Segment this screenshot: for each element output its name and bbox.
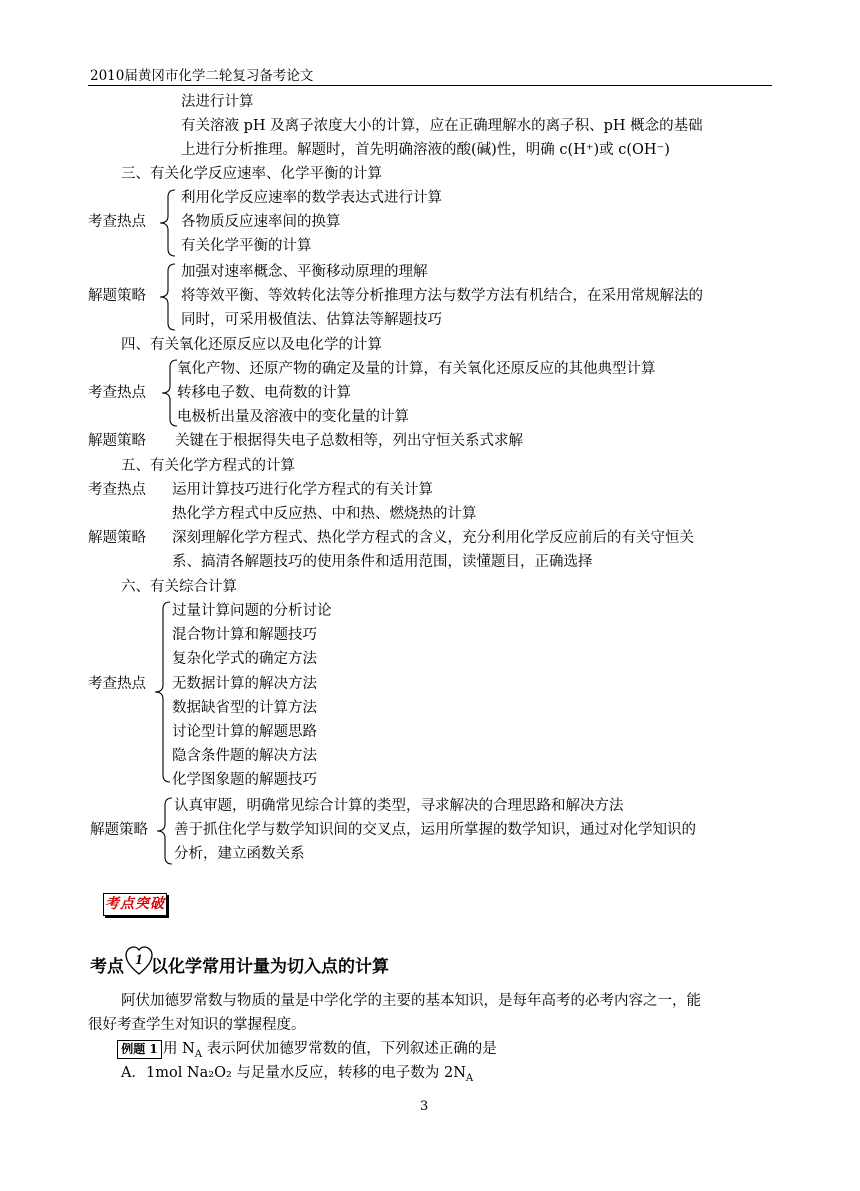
brace-icon <box>152 600 172 784</box>
badge-label: 考点突破 <box>105 896 165 912</box>
intro-line-2: 有关溶液 pH 及离子浓度大小的计算，应在正确理解水的离子积、pH 概念的基础 <box>181 118 703 134</box>
section3-strategy-item: 加强对速率概念、平衡移动原理的理解 <box>181 264 428 280</box>
option-a <box>121 1063 473 1089</box>
section3-strategy-item: 同时，可采用极值法、估算法等解题技巧 <box>181 312 442 328</box>
brace-icon <box>154 796 174 866</box>
kaodian-title: 以化学常用计量为切入点的计算 <box>151 957 389 977</box>
section6-hot-item: 隐含条件题的解决方法 <box>172 748 317 764</box>
section4-hot-item: 电极析出量及溶液中的变化量的计算 <box>177 409 409 425</box>
section5-strategy-line: 深刻理解化学方程式、热化学方程式的含义，充分利用化学反应前后的有关守恒关 <box>172 530 694 546</box>
section5-hot-label: 考查热点 <box>88 482 146 498</box>
kaodian-paragraph-line: 阿伏加德罗常数与物质的量是中学化学的主要的基本知识，是每年高考的必考内容之一，能 <box>121 993 701 1009</box>
section5-heading: 五、有关化学方程式的计算 <box>121 458 295 474</box>
section6-strategy-item: 善于抓住化学与数学知识间的交叉点，运用所掌握的数学知识，通过对化学知识的 <box>174 822 696 838</box>
header-rule <box>88 85 772 86</box>
kaodian-paragraph-line: 很好考查学生对知识的掌握程度。 <box>88 1017 306 1033</box>
section6-strategy-item: 认真审题，明确常见综合计算的类型，寻求解决的合理思路和解决方法 <box>174 798 624 814</box>
example-question-pre: 用 N <box>163 1041 195 1057</box>
example-question-post: 表示阿伏加德罗常数的值，下列叙述正确的是 <box>202 1041 497 1057</box>
intro-line-1: 法进行计算 <box>181 94 254 110</box>
section3-heading: 三、有关化学反应速率、化学平衡的计算 <box>121 166 382 182</box>
section5-hot-item: 热化学方程式中反应热、中和热、燃烧热的计算 <box>172 506 477 522</box>
page-number: 3 <box>420 1099 429 1114</box>
section6-hot-label: 考查热点 <box>88 676 146 692</box>
section3-hot-item: 各物质反应速率间的换算 <box>181 214 341 230</box>
section3-hot-item: 利用化学反应速率的数学表达式进行计算 <box>181 190 442 206</box>
section3-strategy-label: 解题策略 <box>88 288 146 304</box>
brace-icon <box>157 188 177 258</box>
kaodian-number: 1 <box>135 952 143 968</box>
section4-strategy-label: 解题策略 <box>88 433 146 449</box>
section4-hot-label: 考查热点 <box>88 385 146 401</box>
section6-hot-item: 过量计算问题的分析讨论 <box>172 603 332 619</box>
section6-hot-item: 混合物计算和解题技巧 <box>172 627 317 643</box>
header-title: 2010届黄冈市化学二轮复习备考论文 <box>90 68 314 84</box>
section6-strategy-item: 分析，建立函数关系 <box>174 846 305 862</box>
intro-line-3: 上进行分析推理。解题时，首先明确溶液的酸(碱)性，明确 c(H⁺)或 c(OH⁻) <box>181 142 670 158</box>
section3-hot-label: 考查热点 <box>88 214 146 230</box>
section4-heading: 四、有关氧化还原反应以及电化学的计算 <box>121 337 382 353</box>
option-a-sub: A <box>465 1072 474 1084</box>
heart-number-icon <box>125 945 153 977</box>
section6-hot-item: 讨论型计算的解题思路 <box>172 724 317 740</box>
option-a-label: A． <box>121 1065 146 1081</box>
section4-strategy-text: 关键在于根据得失电子总数相等，列出守恒关系式求解 <box>175 433 523 449</box>
example-1-box: 例题 1 <box>117 1040 162 1059</box>
section6-hot-item: 无数据计算的解决方法 <box>172 676 317 692</box>
section5-strategy-label: 解题策略 <box>88 530 146 546</box>
section4-hot-item: 氧化产物、还原产物的确定及量的计算，有关氧化还原反应的其他典型计算 <box>177 361 656 377</box>
example-question <box>163 1039 497 1065</box>
section3-hot-item: 有关化学平衡的计算 <box>181 238 312 254</box>
section6-hot-item: 数据缺省型的计算方法 <box>172 700 317 716</box>
kaodian-tupo-badge <box>103 893 167 916</box>
example-question-sub: A <box>194 1048 203 1060</box>
option-a-text: 1mol Na₂O₂ 与足量水反应，转移的电子数为 2N <box>145 1065 466 1081</box>
section5-hot-item: 运用计算技巧进行化学方程式的有关计算 <box>172 482 433 498</box>
section4-hot-item: 转移电子数、电荷数的计算 <box>177 385 351 401</box>
brace-icon <box>157 262 177 332</box>
section6-strategy-label: 解题策略 <box>90 822 148 838</box>
brace-icon <box>159 358 179 428</box>
section5-strategy-line: 系、搞清各解题技巧的使用条件和适用范围，读懂题目，正确选择 <box>172 554 593 570</box>
section6-heading: 六、有关综合计算 <box>121 579 237 595</box>
section3-strategy-item: 将等效平衡、等效转化法等分析推理方法与数学方法有机结合，在采用常规解法的 <box>181 288 703 304</box>
section6-hot-item: 复杂化学式的确定方法 <box>172 651 317 667</box>
section6-hot-item: 化学图象题的解题技巧 <box>172 772 317 788</box>
kaodian-prefix: 考点 <box>90 957 124 977</box>
